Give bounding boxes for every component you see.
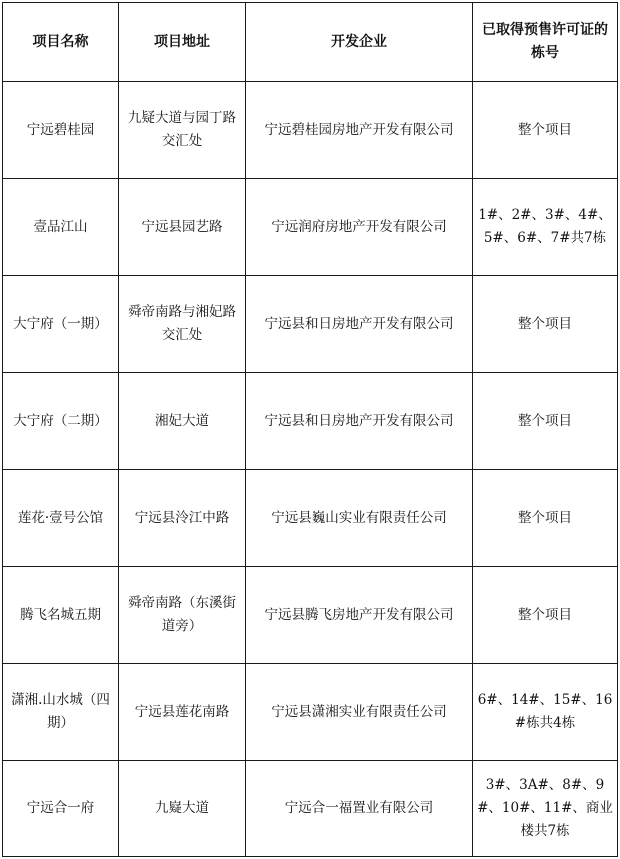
table-header (3, 3, 618, 82)
cell-permitted-buildings: 整个项目 (473, 82, 618, 179)
cell-project-name: 大宁府（二期） (3, 373, 119, 470)
table-row (3, 664, 618, 761)
header-project-address: 项目地址 (119, 3, 246, 82)
cell-developer: 宁远县和日房地产开发有限公司 (246, 276, 473, 373)
cell-project-name: 宁远合一府 (3, 761, 119, 857)
cell-permitted-buildings: 整个项目 (473, 373, 618, 470)
header-developer: 开发企业 (246, 3, 473, 82)
cell-developer: 宁远碧桂园房地产开发有限公司 (246, 82, 473, 179)
cell-project-address: 舜帝南路（东溪街道旁） (119, 567, 246, 664)
table-row (3, 567, 618, 664)
cell-project-name: 潇湘.山水城（四期） (3, 664, 119, 761)
cell-permitted-buildings: 6#、14#、15#、16#栋共4栋 (473, 664, 618, 761)
table-row (3, 179, 618, 276)
table-row (3, 276, 618, 373)
table-row (3, 82, 618, 179)
cell-permitted-buildings: 3#、3A#、8#、9#、10#、11#、商业楼共7栋 (473, 761, 618, 857)
table-row (3, 470, 618, 567)
cell-developer: 宁远县潇湘实业有限责任公司 (246, 664, 473, 761)
header-row (3, 3, 618, 82)
cell-permitted-buildings: 整个项目 (473, 276, 618, 373)
cell-project-address: 湘妃大道 (119, 373, 246, 470)
cell-project-name: 大宁府（一期） (3, 276, 119, 373)
cell-developer: 宁远合一福置业有限公司 (246, 761, 473, 857)
cell-permitted-buildings: 1#、2#、3#、4#、5#、6#、7#共7栋 (473, 179, 618, 276)
cell-project-name: 莲花·壹号公馆 (3, 470, 119, 567)
cell-project-address: 九嶷大道 (119, 761, 246, 857)
cell-project-name: 腾飞名城五期 (3, 567, 119, 664)
cell-project-address: 宁远县泠江中路 (119, 470, 246, 567)
cell-permitted-buildings: 整个项目 (473, 567, 618, 664)
cell-project-name: 壹品江山 (3, 179, 119, 276)
cell-developer: 宁远润府房地产开发有限公司 (246, 179, 473, 276)
table-row (3, 761, 618, 857)
header-permitted-buildings: 已取得预售许可证的栋号 (473, 3, 618, 82)
cell-project-address: 九疑大道与园丁路交汇处 (119, 82, 246, 179)
table-row (3, 373, 618, 470)
cell-project-address: 宁远县园艺路 (119, 179, 246, 276)
cell-project-name: 宁远碧桂园 (3, 82, 119, 179)
header-project-name: 项目名称 (3, 3, 119, 82)
table-body (3, 82, 618, 857)
cell-permitted-buildings: 整个项目 (473, 470, 618, 567)
cell-developer: 宁远县和日房地产开发有限公司 (246, 373, 473, 470)
cell-project-address: 宁远县莲花南路 (119, 664, 246, 761)
cell-developer: 宁远县腾飞房地产开发有限公司 (246, 567, 473, 664)
cell-developer: 宁远县巍山实业有限责任公司 (246, 470, 473, 567)
presale-permit-table (2, 2, 618, 857)
cell-project-address: 舜帝南路与湘妃路交汇处 (119, 276, 246, 373)
